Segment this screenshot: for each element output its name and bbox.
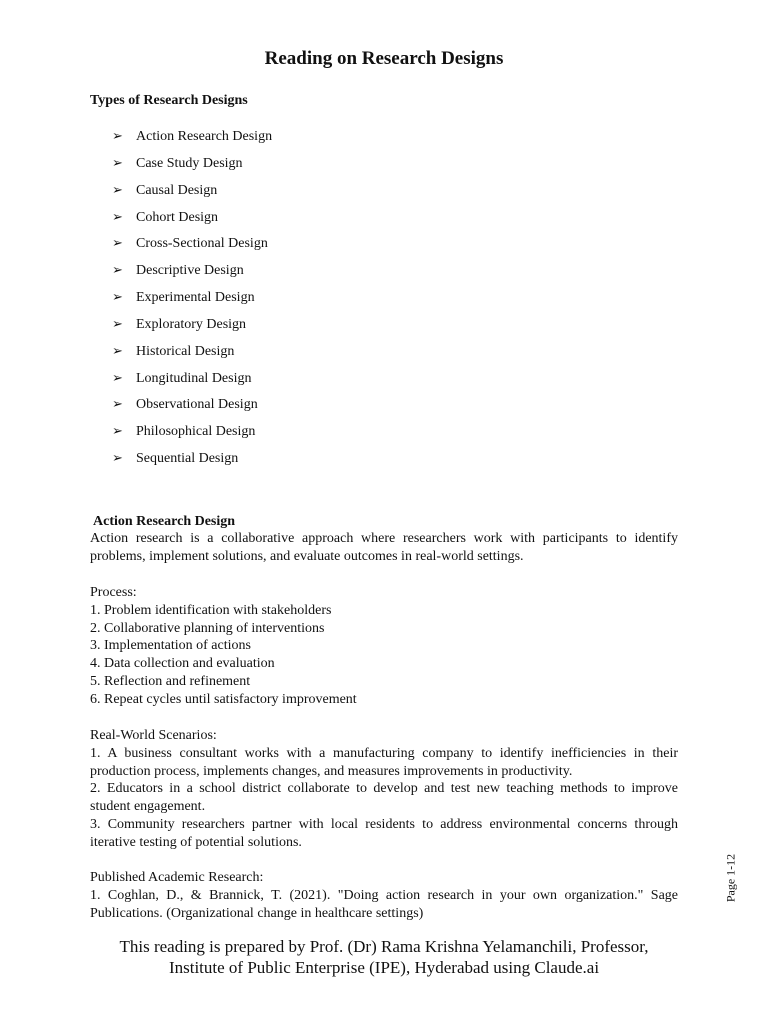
arrow-bullet-icon: ➢ xyxy=(112,209,123,225)
list-item-label: Cohort Design xyxy=(136,209,219,225)
list-item-label: Causal Design xyxy=(136,182,218,198)
arrow-bullet-icon: ➢ xyxy=(112,263,123,279)
list-item xyxy=(112,395,272,422)
list-item xyxy=(112,422,272,449)
list-item-label: Longitudinal Design xyxy=(136,370,252,386)
arrow-bullet-icon: ➢ xyxy=(112,155,123,171)
footer-line: Institute of Public Enterprise (IPE), Hyderabad using Claude.ai xyxy=(168,958,600,977)
arrow-bullet-icon: ➢ xyxy=(112,182,123,198)
process-step: 3. Implementation of actions xyxy=(90,638,251,654)
arrow-bullet-icon: ➢ xyxy=(112,343,123,359)
list-item xyxy=(112,154,272,181)
footer-line: This reading is prepared by Prof. (Dr) Rama Krishna Yelamanchili, Professor, xyxy=(119,937,649,956)
arrow-bullet-icon: ➢ xyxy=(112,129,123,144)
process-heading: Process: xyxy=(90,585,137,600)
published-item: 1. Coghlan, D., & Brannick, T. (2021). "Doing action research in your own organization." Sage Publications. (Organizational change in healthcare settings) xyxy=(90,887,678,921)
list-item-label: Sequential Design xyxy=(136,451,239,467)
arrow-bullet-icon: ➢ xyxy=(112,370,123,386)
document-title: Reading on Research Designs xyxy=(264,48,504,69)
scenarios-section xyxy=(90,727,678,852)
process-step: 1. Problem identification with stakeholders xyxy=(90,602,332,618)
list-item-label: Experimental Design xyxy=(136,290,255,306)
process-step: 4. Data collection and evaluation xyxy=(90,656,275,672)
scenarios-heading: Real-World Scenarios: xyxy=(90,728,217,743)
list-item xyxy=(112,181,272,208)
published-heading: Published Academic Research: xyxy=(90,870,264,885)
page-number: Page 1-12 xyxy=(723,853,738,903)
arrow-bullet-icon: ➢ xyxy=(112,236,123,252)
arrow-bullet-icon: ➢ xyxy=(112,397,123,413)
action-research-description: Action research is a collaborative approach where researchers work with participants to identify problems, implement solutions, and evaluate outcomes in real-world settings. xyxy=(90,531,678,564)
scenario-item: 2. Educators in a school district collaborate to develop and test new teaching methods to improve student engagement. xyxy=(90,781,678,815)
list-item xyxy=(112,234,272,261)
types-heading: Types of Research Designs xyxy=(90,93,248,108)
list-item-label: Historical Design xyxy=(136,343,235,359)
list-item xyxy=(112,127,272,154)
process-step: 5. Reflection and refinement xyxy=(90,673,251,689)
list-item xyxy=(112,261,272,288)
list-item-label: Observational Design xyxy=(136,397,258,413)
list-item xyxy=(112,449,272,476)
arrow-bullet-icon: ➢ xyxy=(112,424,123,440)
scenario-item: 3. Community researchers partner with local residents to address environmental concerns through iterative testing of potential solutions. xyxy=(90,816,678,850)
list-item-label: Cross-Sectional Design xyxy=(136,236,268,252)
process-step: 6. Repeat cycles until satisfactory improvement xyxy=(90,691,357,707)
list-item-label: Case Study Design xyxy=(136,155,243,171)
research-design-types-list xyxy=(112,127,272,476)
list-item-label: Exploratory Design xyxy=(136,316,247,332)
list-item xyxy=(112,342,272,369)
list-item-label: Action Research Design xyxy=(136,129,273,144)
list-item xyxy=(112,315,272,342)
list-item-label: Descriptive Design xyxy=(136,263,244,279)
process-step: 2. Collaborative planning of interventions xyxy=(90,620,325,636)
action-research-heading: Action Research Design xyxy=(93,514,236,529)
process-section xyxy=(90,584,678,709)
arrow-bullet-icon: ➢ xyxy=(112,451,123,467)
list-item xyxy=(112,288,272,315)
scenario-item: 1. A business consultant works with a manufacturing company to identify inefficiencies in their production process, implements changes, and measures improvements in productivity. xyxy=(90,745,678,779)
arrow-bullet-icon: ➢ xyxy=(112,316,123,332)
list-item xyxy=(112,369,272,396)
arrow-bullet-icon: ➢ xyxy=(112,290,123,306)
footer-credit xyxy=(0,936,768,978)
list-item-label: Philosophical Design xyxy=(136,424,256,440)
published-section xyxy=(90,869,678,922)
list-item xyxy=(112,208,272,235)
